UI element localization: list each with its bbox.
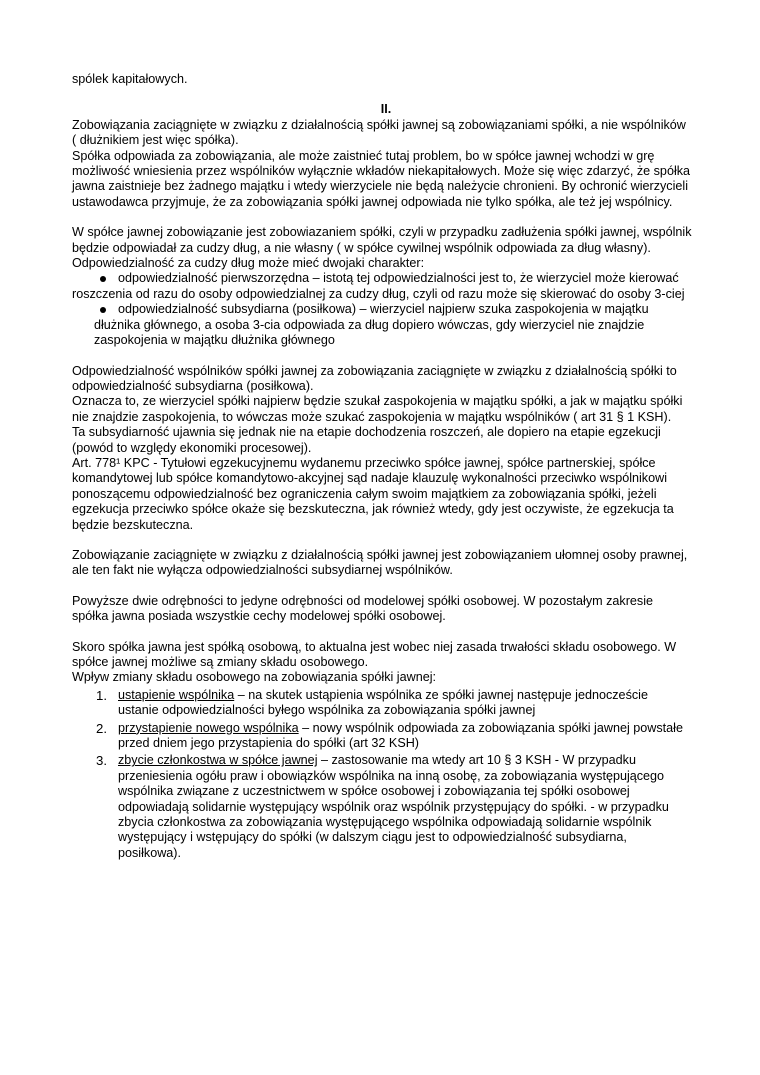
paragraph-2: Zobowiązania zaciągnięte w związku z działalnością spółki jawnej są zobowiązaniami spółki, a nie wspólników ( dłużnikiem jest więc spółka). bbox=[72, 117, 686, 148]
numbered-list bbox=[72, 688, 692, 861]
paragraph-6: Odpowiedzialność wspólników spółki jawnej za zobowiązania zaciągnięte w związku z działalnością spółki to odpowiedzialność subsydiarna (posiłkowa). bbox=[72, 363, 677, 393]
paragraph-10: Zobowiązanie zaciągnięte w związku z działalnością spółki jawnej jest zobowiązaniem ułomnej osoby prawnej, ale ten fakt nie wyłącza odpowiedzialności subsydiarnej wspólników. bbox=[72, 547, 688, 578]
numbered-item-2 bbox=[72, 721, 692, 752]
paragraph-7: Oznacza to, ze wierzyciel spółki najpierw będzie szukał zaspokojenia w majątku spółki, a jak w majątku spółki nie znajdzie zaspokojenia, to wówczas może szukać zaspokojenia w majątku wspólników ( art 31 § 1 KSH). bbox=[72, 394, 683, 424]
bullet-list bbox=[72, 271, 692, 348]
item-text: – na skutek ustąpienia wspólnika ze spółki jawnej następuje jednoczeście ustanie odpowiedzialności byłego wspólnika za zobowiązania spółki jawnej bbox=[118, 687, 648, 718]
bullet-icon bbox=[100, 276, 106, 282]
paragraph-4: W spółce jawnej zobowiązanie jest zobowiazaniem spółki, czyli w przypadku zadłużenia spółki jawnej, wspólnik będzie odpowiadał za cudzy dług, a nie własny ( w spółce cywilnej wspólnik odpowiada za dług własny). bbox=[72, 225, 692, 255]
item-text: – nowy wspólnik odpowiada za zobowiązania spółki jawnej powstałe przed dniem jego przystapienia do spółki (art 32 KSH) bbox=[118, 720, 683, 751]
item-number: 2. bbox=[96, 720, 107, 736]
item-text: – zastosowanie ma wtedy art 10 § 3 KSH - W przypadku przeniesienia ogółu praw i obowiązków wspólnika na inną osobę, za zobowiązania występującego wspólnika związane z uczestnictwem w spółce osobowej i zobowiązania tej spółki osobowej odpowiadają solidarnie występujący wspólnik oraz wspólnik przystępujący do spółki. - w przypadku zbycia członkostwa za zobowiązania występującego wspólnika odpowiadają solidarnie wspólnik występujący i wstępujący do spółki (w dalszym ciągu jest to odpowiedzialność subsydiarna, posiłkowa). bbox=[118, 753, 669, 860]
bullet-text: odpowiedzialność subsydiarna (posiłkowa) – wierzyciel najpierw szuka zaspokojenia w majątku dłużnika głównego, a osoba 3-cia odpowiada za dług dopiero wówczas, gdy wierzyciel nie znajdzie zaspokojenia w majątku dłużnika głównego bbox=[94, 302, 649, 348]
paragraph-12: Skoro spółka jawna jest spółką osobową, to aktualna jest wobec niej zasada trwałości składu osobowego. W spółce jawnej możliwe są zmiany składu osobowego. bbox=[72, 639, 677, 669]
paragraph-13: Wpływ zmiany składu osobowego na zobowiązania spółki jawnej: bbox=[72, 670, 437, 685]
paragraph-5: Odpowiedzialność za cudzy dług może mieć dwojaki charakter: bbox=[72, 256, 425, 271]
paragraph-3: Spółka odpowiada za zobowiązania, ale może zaistnieć tutaj problem, bo w spółce jawnej wchodzi w grę możliwość wniesienia przez wspólników wyłącznie wkładów niekapitałowych. Może się więc zdarzyć, że spółka jawna zaistnieje bez żadnego majątku i wtedy wierzyciele nie będą należycie chronieni. By ochronić wierzycieli ustawodawca przyjmuje, że za zobowiązania spółki jawnej odpowiada nie tylko spółka, ale też jej wspólnicy. bbox=[72, 148, 691, 209]
bullet-text: odpowiedzialność pierwszorzędna – istotą tej odpowiedzialności jest to, że wierzyciel może kierować roszczenia od razu do osoby odpowiedzialnej za cudzy dług, czyli od razu może się skierować do osoby 3-ciej bbox=[72, 271, 685, 301]
bullet-item-1 bbox=[72, 271, 692, 302]
item-label: przystapienie nowego wspólnika bbox=[118, 720, 299, 735]
section-heading: II. bbox=[380, 102, 392, 117]
document-page bbox=[72, 72, 692, 861]
item-number: 1. bbox=[96, 687, 107, 703]
paragraph-1: spólek kapitałowych. bbox=[72, 72, 188, 86]
item-number: 3. bbox=[96, 753, 107, 769]
item-label: zbycie członkostwa w spółce jawnej bbox=[118, 753, 318, 768]
paragraph-11: Powyższe dwie odrębności to jedyne odrębności od modelowej spółki osobowej. W pozostałym zakresie spółka jawna posiada wszystkie cechy modelowej spółki osobowej. bbox=[72, 593, 654, 624]
numbered-item-3 bbox=[72, 753, 692, 861]
numbered-item-1 bbox=[72, 688, 692, 719]
bullet-item-2 bbox=[72, 302, 692, 348]
paragraph-9: Art. 778¹ KPC - Tytułowi egzekucyjnemu wydanemu przeciwko spółce jawnej, spółce partnerskiej, spółce komandytowej lub spółce komandytowo-akcyjnej sąd nadaje klauzulę wykonalności przeciwko wspólnikowi ponoszącemu odpowiedzialność bez ograniczenia całym swoim majątkiem za zobowiązania spółki, jeżeli egzekucja przeciwko spółce okaże się bezskuteczna, jak również wtedy, gdy jest oczywiste, że egzekucja ta będzie bezskuteczna. bbox=[72, 455, 674, 532]
paragraph-8: Ta subsydiarność ujawnia się jednak nie na etapie dochodzenia roszczeń, ale dopiero na etapie egzekucji (powód to względy ekonomiki procesowej). bbox=[72, 425, 661, 455]
bullet-icon bbox=[100, 307, 106, 313]
item-label: ustapienie wspólnika bbox=[118, 687, 235, 702]
